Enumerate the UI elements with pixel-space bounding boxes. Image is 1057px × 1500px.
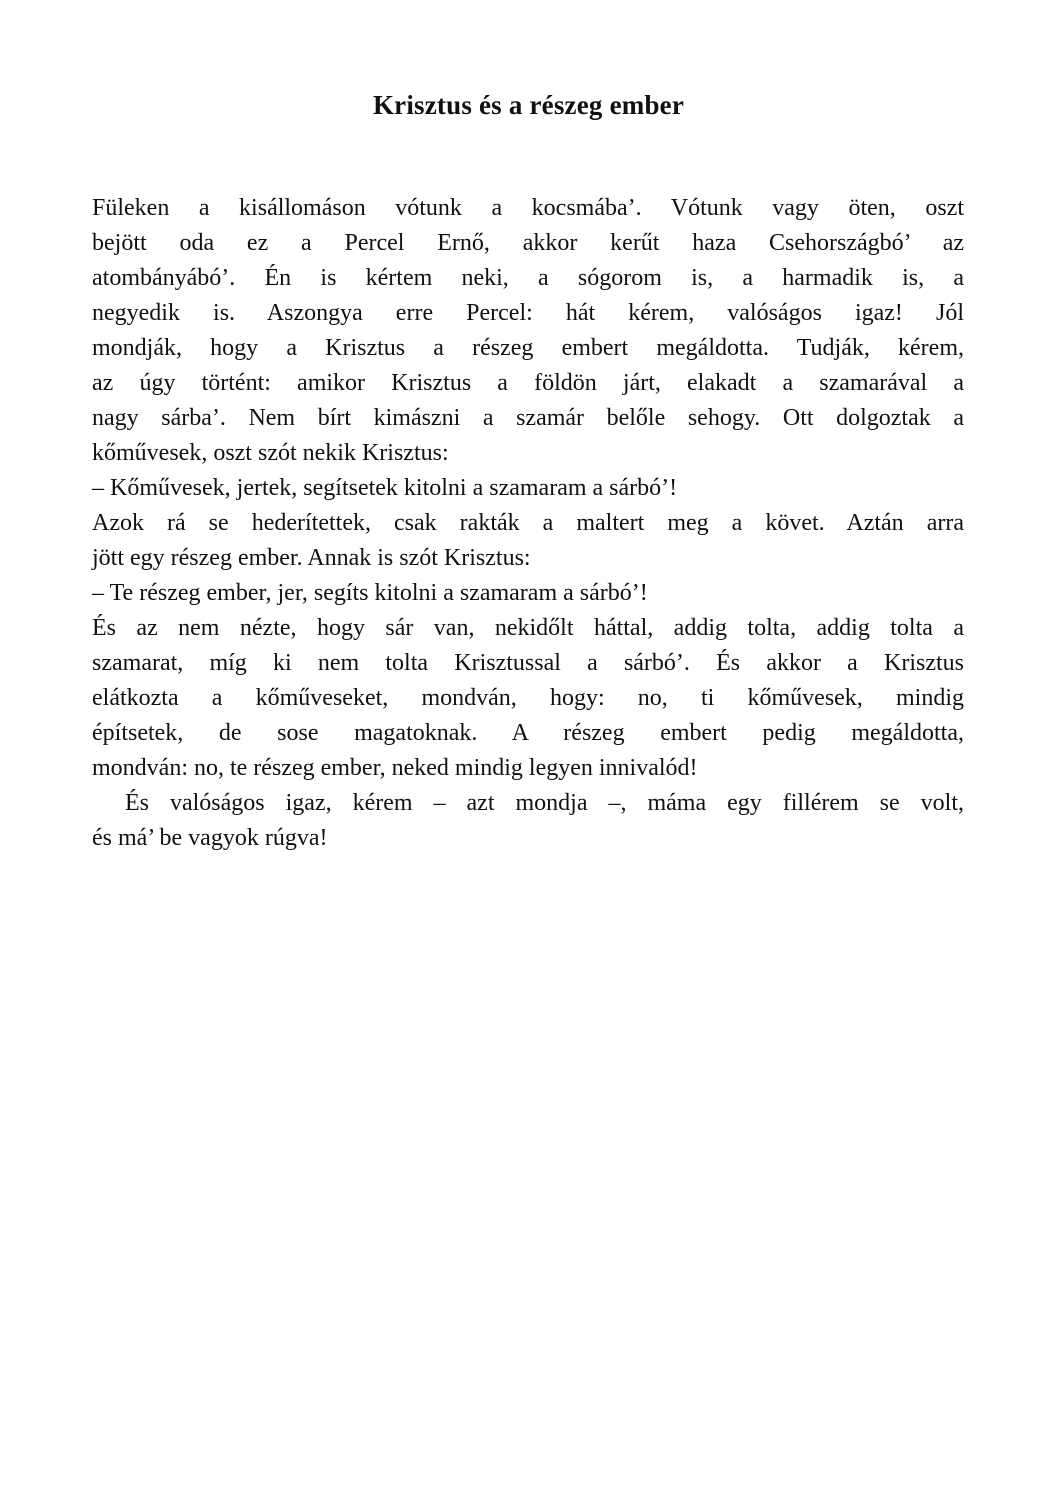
text-line: bejött oda ez a Percel Ernő, akkor kerűt haza Csehországbó’ az: [92, 230, 964, 256]
text-line: elátkozta a kőműveseket, mondván, hogy: no, ti kőművesek, mindig: [92, 685, 964, 711]
text-line: És valóságos igaz, kérem – azt mondja –, máma egy fillérem se volt,: [125, 790, 964, 816]
text-line: negyedik is. Aszongya erre Percel: hát kérem, valóságos igaz! Jól: [92, 300, 964, 326]
text-line: – Kőművesek, jertek, segítsetek kitolni a szamaram a sárbó’!: [92, 475, 678, 501]
text-line: És az nem nézte, hogy sár van, nekidőlt háttal, addig tolta, addig tolta a: [92, 615, 964, 641]
text-line: kőművesek, oszt szót nekik Krisztus:: [92, 440, 449, 466]
text-line: – Te részeg ember, jer, segíts kitolni a szamaram a sárbó’!: [92, 580, 648, 606]
text-line: az úgy történt: amikor Krisztus a földön járt, elakadt a szamarával a: [92, 370, 964, 396]
text-line: mondván: no, te részeg ember, neked mindig legyen innivalód!: [92, 755, 698, 781]
text-line: jött egy részeg ember. Annak is szót Krisztus:: [92, 545, 531, 571]
text-line: atombányábó’. Én is kértem neki, a sógorom is, a harmadik is, a: [92, 265, 964, 291]
document-title: Krisztus és a részeg ember: [372, 90, 685, 120]
document-body: [92, 191, 964, 856]
text-line: mondják, hogy a Krisztus a részeg embert megáldotta. Tudják, kérem,: [92, 335, 964, 361]
text-line: és má’ be vagyok rúgva!: [92, 825, 328, 851]
text-line: szamarat, míg ki nem tolta Krisztussal a sárbó’. És akkor a Krisztus: [92, 650, 964, 676]
text-line: nagy sárba’. Nem bírt kimászni a szamár belőle sehogy. Ott dolgoztak a: [92, 405, 964, 431]
text-line: Füleken a kisállomáson vótunk a kocsmába’. Vótunk vagy öten, oszt: [92, 195, 964, 221]
text-line: Azok rá se hederítettek, csak rakták a maltert meg a követ. Aztán arra: [92, 510, 964, 536]
text-line: építsetek, de sose magatoknak. A részeg embert pedig megáldotta,: [92, 720, 964, 746]
